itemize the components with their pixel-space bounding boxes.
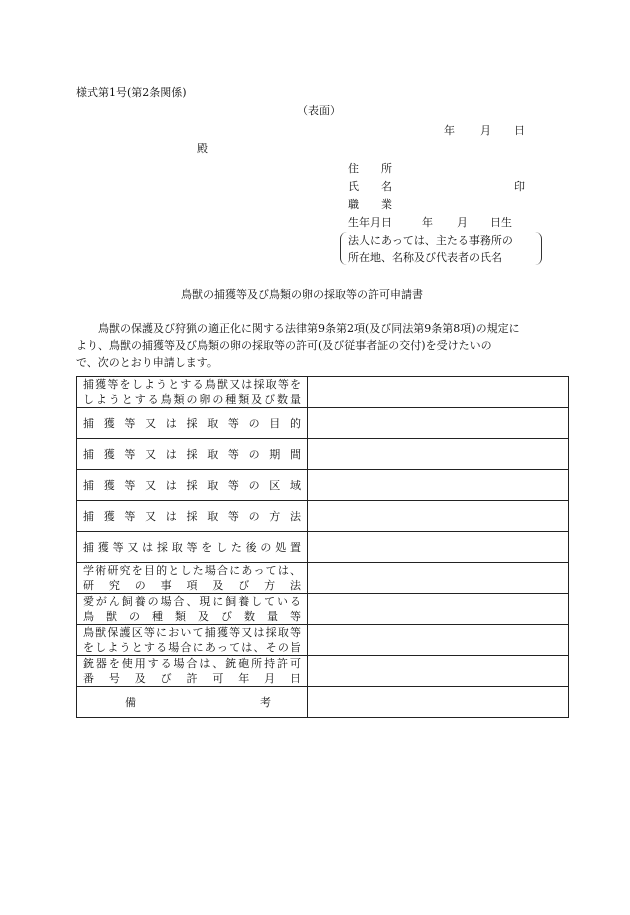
pet-keeping-field[interactable] bbox=[308, 594, 569, 625]
page-side-label: （表面） bbox=[297, 104, 341, 117]
birth-year: 年 bbox=[422, 216, 433, 229]
form-number: 様式第1号(第2条関係) bbox=[76, 86, 187, 99]
row-label: 捕獲等又は採取等をした後の処置 bbox=[77, 532, 308, 563]
address-label: 住 所 bbox=[348, 162, 392, 175]
method-field[interactable] bbox=[308, 501, 569, 532]
table-row bbox=[77, 563, 569, 594]
row-label: 捕獲等又は採取等の区域 bbox=[77, 470, 308, 501]
application-table bbox=[76, 376, 569, 718]
name-label: 氏 名 bbox=[348, 180, 392, 193]
statement-line1: 鳥獣の保護及び狩猟の適正化に関する法律第9条第2項(及び同法第9条第8項)の規定に bbox=[98, 322, 520, 335]
date-year: 年 bbox=[444, 124, 455, 137]
date-month: 月 bbox=[480, 124, 491, 137]
document-title: 鳥獣の捕獲等及び鳥類の卵の採取等の許可申請書 bbox=[181, 288, 423, 301]
area-field[interactable] bbox=[308, 470, 569, 501]
table-row bbox=[77, 532, 569, 563]
application-statement bbox=[76, 320, 558, 371]
sanctuary-field[interactable] bbox=[308, 625, 569, 656]
table-row bbox=[77, 625, 569, 656]
period-field[interactable] bbox=[308, 439, 569, 470]
row-label: 捕獲等又は採取等の方法 bbox=[77, 501, 308, 532]
purpose-field[interactable] bbox=[308, 408, 569, 439]
table-row bbox=[77, 377, 569, 408]
row-label: 捕獲等又は採取等の期間 bbox=[77, 439, 308, 470]
date-day: 日 bbox=[514, 124, 525, 137]
addressee-suffix: 殿 bbox=[197, 142, 208, 155]
birth-day: 日生 bbox=[490, 216, 512, 229]
occupation-label: 職 業 bbox=[348, 198, 392, 211]
table-row bbox=[77, 594, 569, 625]
seal-mark: 印 bbox=[514, 180, 525, 193]
remarks-field[interactable] bbox=[308, 687, 569, 718]
table-row bbox=[77, 656, 569, 687]
table-row bbox=[77, 439, 569, 470]
statement-line3: で、次のとおり申請します。 bbox=[76, 356, 218, 369]
table-row bbox=[77, 687, 569, 718]
birth-month: 月 bbox=[457, 216, 468, 229]
row-label: 鳥獣保護区等において捕獲等又は採取等 をしようとする場合にあっては、その旨 bbox=[77, 625, 308, 656]
table-row bbox=[77, 408, 569, 439]
research-field[interactable] bbox=[308, 563, 569, 594]
corporation-note-line2: 所在地、名称及び代表者の氏名 bbox=[348, 251, 502, 264]
disposal-field[interactable] bbox=[308, 532, 569, 563]
species-quantity-field[interactable] bbox=[308, 377, 569, 408]
statement-line2: より、鳥獣の捕獲等及び鳥類の卵の採取等の許可(及び従事者証の交付)を受けたいの bbox=[76, 339, 492, 352]
table-row bbox=[77, 470, 569, 501]
row-label: 捕獲等又は採取等の目的 bbox=[77, 408, 308, 439]
birthdate-label: 生年月日 bbox=[348, 216, 392, 229]
table-row bbox=[77, 501, 569, 532]
row-label: 捕獲等をしようとする鳥獣又は採取等を しようとする鳥類の卵の種類及び数量 bbox=[77, 377, 308, 408]
corporation-note-line1: 法人にあっては、主たる事務所の bbox=[348, 234, 513, 247]
row-label: 愛がん飼養の場合、現に飼養している 鳥獣の種類及び数量等 bbox=[77, 594, 308, 625]
firearm-permit-field[interactable] bbox=[308, 656, 569, 687]
row-label: 銃器を使用する場合は、銃砲所持許可 番号及び許可年月日 bbox=[77, 656, 308, 687]
row-label: 備考 bbox=[77, 687, 308, 718]
row-label: 学術研究を目的とした場合にあっては、 研究の事項及び方法 bbox=[77, 563, 308, 594]
